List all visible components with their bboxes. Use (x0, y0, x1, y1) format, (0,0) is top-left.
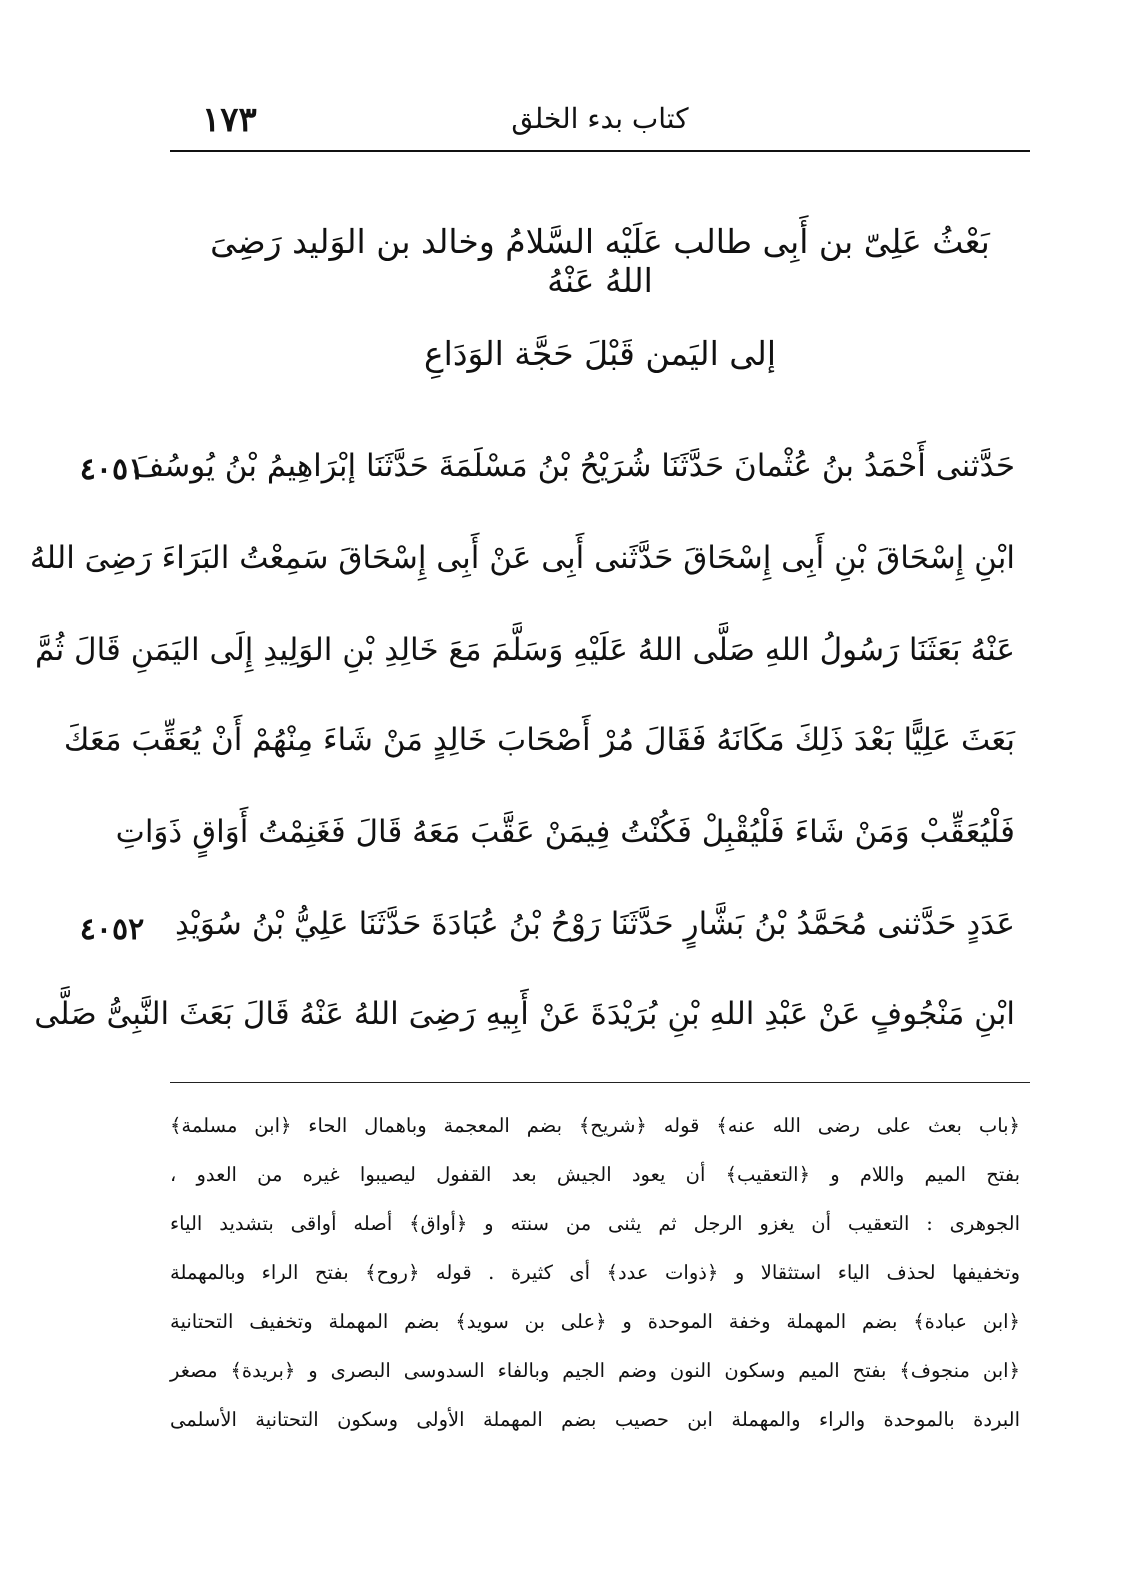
main-text-line: عَدَدٍ حَدَّثنى مُحَمَّدُ بْنُ بَشَّارٍ حَدَّثَنَا رَوْحُ بْنُ عُبَادَةَ حَدَّثَنَا عَلِيُّ بْنُ سُوَيْدِ (175, 906, 1015, 942)
page-header (170, 92, 1030, 152)
hadith-number: ٤٠٥١ (79, 452, 145, 487)
chapter-title-line-1: بَعْثُ عَلِىّ بن أَبِى طالب عَلَيْه السَّلامُ وخالد بن الوَليد رَضِىَ اللهُ عَنْهُ (210, 222, 990, 300)
footnote-separator (170, 1082, 1030, 1083)
footnote-line: ﴿ابن منجوف﴾ بفتح الميم وسكون النون وضم الجيم وبالفاء السدوسى البصرى و ﴿بريدة﴾ مصغر (170, 1359, 1020, 1382)
footnote-line: ﴿باب بعث على رضى الله عنه﴾ قوله ﴿شريح﴾ بضم المعجمة وباهمال الحاء ﴿ابن مسلمة﴾ (170, 1114, 1020, 1137)
main-text-line: حَدَّثنى أَحْمَدُ بنُ عُثْمانَ حَدَّثَنَا شُرَيْحُ بْنُ مَسْلَمَةَ حَدَّثَنَا إبْرَاهِيمُ بْنُ يُوسُفَ (132, 448, 1015, 484)
main-text-line: عَنْهُ بَعَثَنَا رَسُولُ اللهِ صَلَّى اللهُ عَلَيْهِ وَسَلَّمَ مَعَ خَالِدِ بْنِ الوَلِيدِ إِلَى اليَمَنِ قَالَ ثُمَّ (34, 632, 1015, 668)
footnote-line: وتخفيفها لحذف الياء استثقالا و ﴿ذوات عدد﴾ أى كثيرة . قوله ﴿روح﴾ بفتح الراء وبالمهملة (170, 1261, 1020, 1284)
footnote-line: الجوهرى : التعقيب أن يغزو الرجل ثم يثنى من سنته و ﴿أواق﴾ أصله أواقى بتشديد الياء (170, 1212, 1020, 1235)
chapter-title-line-2: إلى اليَمن قَبْلَ حَجَّة الوَدَاعِ (423, 334, 776, 373)
main-text-line: فَلْيُعَقِّبْ وَمَنْ شَاءَ فَلْيُقْبِلْ فَكُنْتُ فِيمَنْ عَقَّبَ مَعَهُ قَالَ فَغَنِمْتُ أَوَاقٍ ذَوَاتِ (115, 814, 1015, 850)
main-text-line: بَعَثَ عَلِيًّا بَعْدَ ذَلِكَ مَكَانَهُ فَقَالَ مُرْ أَصْحَابَ خَالِدٍ مَنْ شَاءَ مِنْهُمْ أَنْ يُعَقِّبَ مَعَكَ (63, 722, 1015, 758)
hadith-number: ٤٠٥٢ (79, 912, 145, 947)
footnote-line: البردة بالموحدة والراء والمهملة ابن حصيب بضم المهملة الأولى وسكون التحتانية الأسلمى (170, 1408, 1020, 1431)
running-title: كتاب بدء الخلق (511, 102, 689, 135)
footnote-line: ﴿ابن عبادة﴾ بضم المهملة وخفة الموحدة و ﴿على بن سويد﴾ بضم المهملة وتخفيف التحتانية (170, 1310, 1020, 1333)
page-number: ١٧٣ (202, 100, 257, 140)
main-text-line: ابْنِ مَنْجُوفٍ عَنْ عَبْدِ اللهِ بْنِ بُرَيْدَةَ عَنْ أَبِيهِ رَضِىَ اللهُ عَنْهُ قَالَ بَعَثَ النَّبِىُّ صَلَّى (34, 996, 1015, 1032)
main-text-line: ابْنِ إِسْحَاقَ بْنِ أَبِى إِسْحَاقَ حَدَّثَنى أَبِى عَنْ أَبِى إِسْحَاقَ سَمِعْتُ البَرَاءَ رَضِىَ اللهُ (29, 540, 1015, 576)
footnote-line: بفتح الميم واللام و ﴿التعقيب﴾ أن يعود الجيش بعد القفول ليصيبوا غيره من العدو ، (170, 1163, 1020, 1186)
